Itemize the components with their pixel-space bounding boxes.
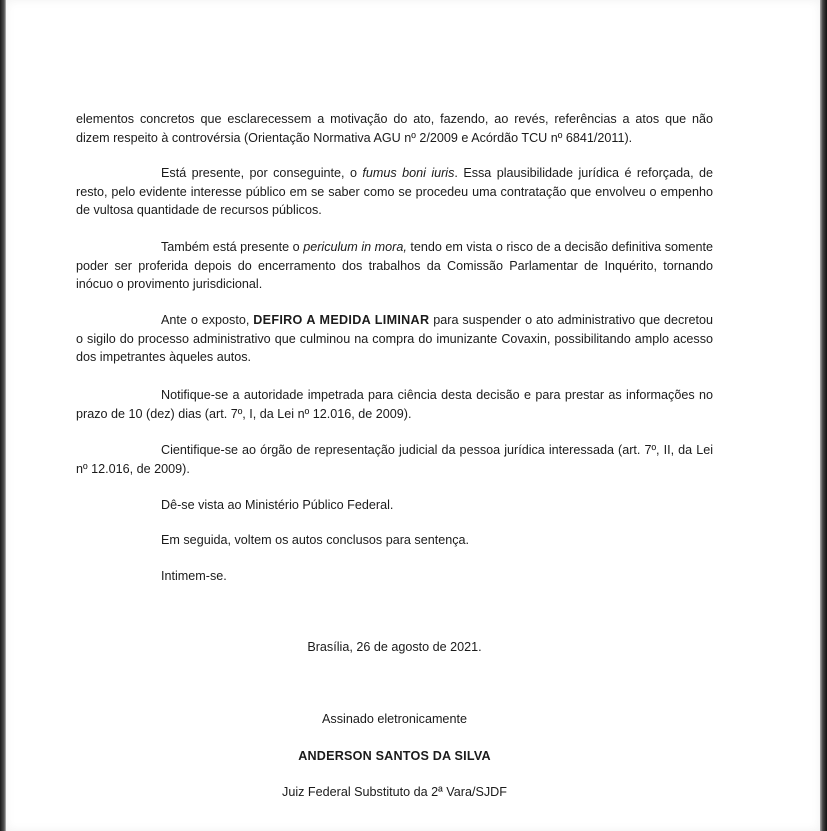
signature-note: Assinado eletronicamente: [322, 712, 467, 726]
paragraph-conclusion: [76, 531, 713, 550]
judge-name: ANDERSON SANTOS DA SILVA: [298, 749, 491, 763]
paragraph-fumus-boni-iuris: [76, 164, 713, 220]
paragraph-text: Cientifique-se ao órgão de representação judicial da pessoa jurídica interessada (art. 7º, II, da Lei nº 12.016, de 2009).: [76, 443, 713, 476]
paragraph-text: Em seguida, voltem os autos conclusos para sentença.: [161, 533, 470, 547]
paragraph-text: para suspender o ato administrativo que decretou o sigilo do processo administrativo que culminou na compra do imunizante Covaxin, possibilitando amplo acesso dos impetrantes àqueles autos.: [76, 313, 713, 365]
paragraph-text: Intimem-se.: [161, 569, 227, 583]
paragraph-text: . Essa plausibilidade jurídica é reforçada, de resto, pelo evidente interesse público em se saber como se procedeu uma contratação que envolveu o empenho de vultosa quantidade de recursos públicos.: [76, 166, 713, 218]
paragraph-intimation: [76, 567, 713, 586]
paragraph-text: tendo em vista o risco de a decisão definitiva somente poder ser proferida depois do encerramento dos trabalhos da Comissão Parlamentar de Inquérito, tornando inócuo o provimento jurisdicional.: [76, 240, 713, 292]
paragraph-periculum-in-mora: [76, 238, 713, 294]
paragraph-decision: [76, 311, 713, 367]
latin-term-fumus: fumus boni iuris: [362, 166, 455, 180]
judge-role: Juiz Federal Substituto da 2ª Vara/SJDF: [282, 785, 507, 799]
paragraph-text: Também está presente o: [161, 240, 304, 254]
paragraph-text: elementos concretos que esclarecessem a motivação do ato, fazendo, ao revés, referências a atos que não dizem respeito à controvérsia (Orientação Normativa AGU nº 2/2009 e Acórdão TCU nº 6841/2011).: [76, 112, 713, 145]
paragraph-text: Notifique-se a autoridade impetrada para ciência desta decisão e para prestar as informações no prazo de 10 (dez) dias (art. 7º, I, da Lei nº 12.016, de 2009).: [76, 388, 713, 421]
paragraph-public-ministry: [76, 496, 713, 515]
paragraph-notify-legal-representation: [76, 441, 713, 478]
paragraph-motivation: [76, 110, 713, 147]
latin-term-periculum: periculum in mora,: [303, 240, 407, 254]
document-page: [6, 0, 820, 831]
decision-ruling: DEFIRO A MEDIDA LIMINAR: [253, 313, 430, 327]
paragraph-notify-authority: [76, 386, 713, 423]
paragraph-text: Ante o exposto,: [161, 313, 254, 327]
scan-right-edge: [820, 0, 827, 831]
document-date: Brasília, 26 de agosto de 2021.: [307, 640, 482, 654]
paragraph-text: Está presente, por conseguinte, o: [161, 166, 363, 180]
paragraph-text: Dê-se vista ao Ministério Público Federal.: [161, 498, 394, 512]
